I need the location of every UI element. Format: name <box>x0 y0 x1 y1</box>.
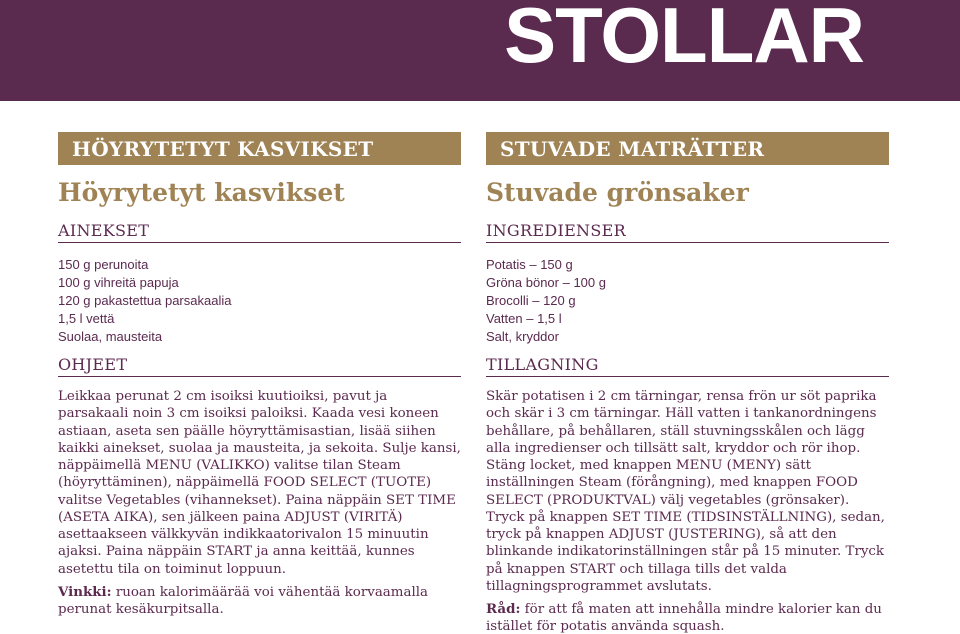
tip-text: för att få maten att innehålla mindre kalorier kan du istället för potatis använda squash. <box>486 602 882 634</box>
recipe-title: Stuvade grönsaker <box>486 178 749 207</box>
instructions-text: Leikkaa perunat 2 cm isoiksi kuutioiksi, pavut ja parsakaali noin 3 cm isoiksi paloiksi. Kaada vesi koneen astiaan, aseta sen päälle höyryttämisastian, lisää siihen kaikki ainekset, suolaa ja mausteita, ja sekoita. Sulje kansi, näppäimellä MENU (VALIKKO) valitse tilan Steam (höyryttäminen), näppäimellä FOOD SELECT (TUOTE) valitse Vegetables (vihannekset). Paina näppäin SET TIME (ASETA AIKA), sen jälkeen paina ADJUST (VIRITÄ) asettaakseen välkkyvän indikkaatorivalon 15 minuutin ajaksi. Paina näppäin START ja anna keittää, kunnes asetettu tila on toiminut loppuun. <box>58 389 461 577</box>
recipe-column-finnish <box>58 132 461 618</box>
ingredients-heading: AINEKSET <box>58 221 461 243</box>
instructions-text: Skär potatisen i 2 cm tärningar, rensa frön ur söt paprika och skär i 3 cm tärningar. Häll vatten i tankanordningens behållare, på behållaren, ställ stuvningsskålen och lägg alla ingredienser och tillsätt salt, kryddor och rör ihop. Stäng locket, med knappen MENU (MENY) sätt inställningen Steam (förångning), med knappen FOOD SELECT (PRODUKTVAL) välj vegetables (grönsaker). Tryck på knappen SET TIME (TIDSINSTÄLLNING), sedan, tryck på knappen ADJUST (JUSTERING), så att den blinkande indikatorinställningen står på 15 minuter. Tryck på knappen START och tillaga tills det valda tillagningsprogrammet avslutats. <box>486 389 885 594</box>
ingredient-item: 120 g pakastettua parsakaalia <box>58 293 232 308</box>
ingredient-item: 150 g perunoita <box>58 257 149 272</box>
section-title: HÖYRYTETYT KASVIKSET <box>58 132 461 165</box>
ingredient-item: Salt, kryddor <box>486 329 559 344</box>
ingredient-item: Suolaa, mausteita <box>58 329 163 344</box>
recipe-column-swedish <box>486 132 889 634</box>
header-band <box>0 0 960 101</box>
brand-logo: STOLLAR <box>504 0 864 79</box>
tip-text: ruoan kalorimäärää voi vähentää korvaamalla perunat kesäkurpitsalla. <box>58 584 429 617</box>
instructions-heading: TILLAGNING <box>486 355 889 377</box>
recipe-title: Höyrytetyt kasvikset <box>58 178 345 207</box>
tip-label: Vinkki: <box>58 583 112 600</box>
tip <box>486 601 889 634</box>
ingredients-list <box>486 256 889 346</box>
tip <box>58 584 461 619</box>
section-title: STUVADE MATRÄTTER <box>486 132 889 165</box>
ingredient-item: 100 g vihreitä papuja <box>58 275 179 290</box>
instructions-heading: OHJEET <box>58 355 461 377</box>
ingredient-item: 1,5 l vettä <box>58 311 115 326</box>
ingredients-heading: INGREDIENSER <box>486 221 889 243</box>
tip-label: Råd: <box>486 601 521 617</box>
ingredients-list <box>58 256 461 346</box>
ingredient-item: Potatis – 150 g <box>486 257 573 272</box>
ingredient-item: Gröna bönor – 100 g <box>486 275 606 290</box>
ingredient-item: Brocolli – 120 g <box>486 293 576 308</box>
ingredient-item: Vatten – 1,5 l <box>486 311 562 326</box>
